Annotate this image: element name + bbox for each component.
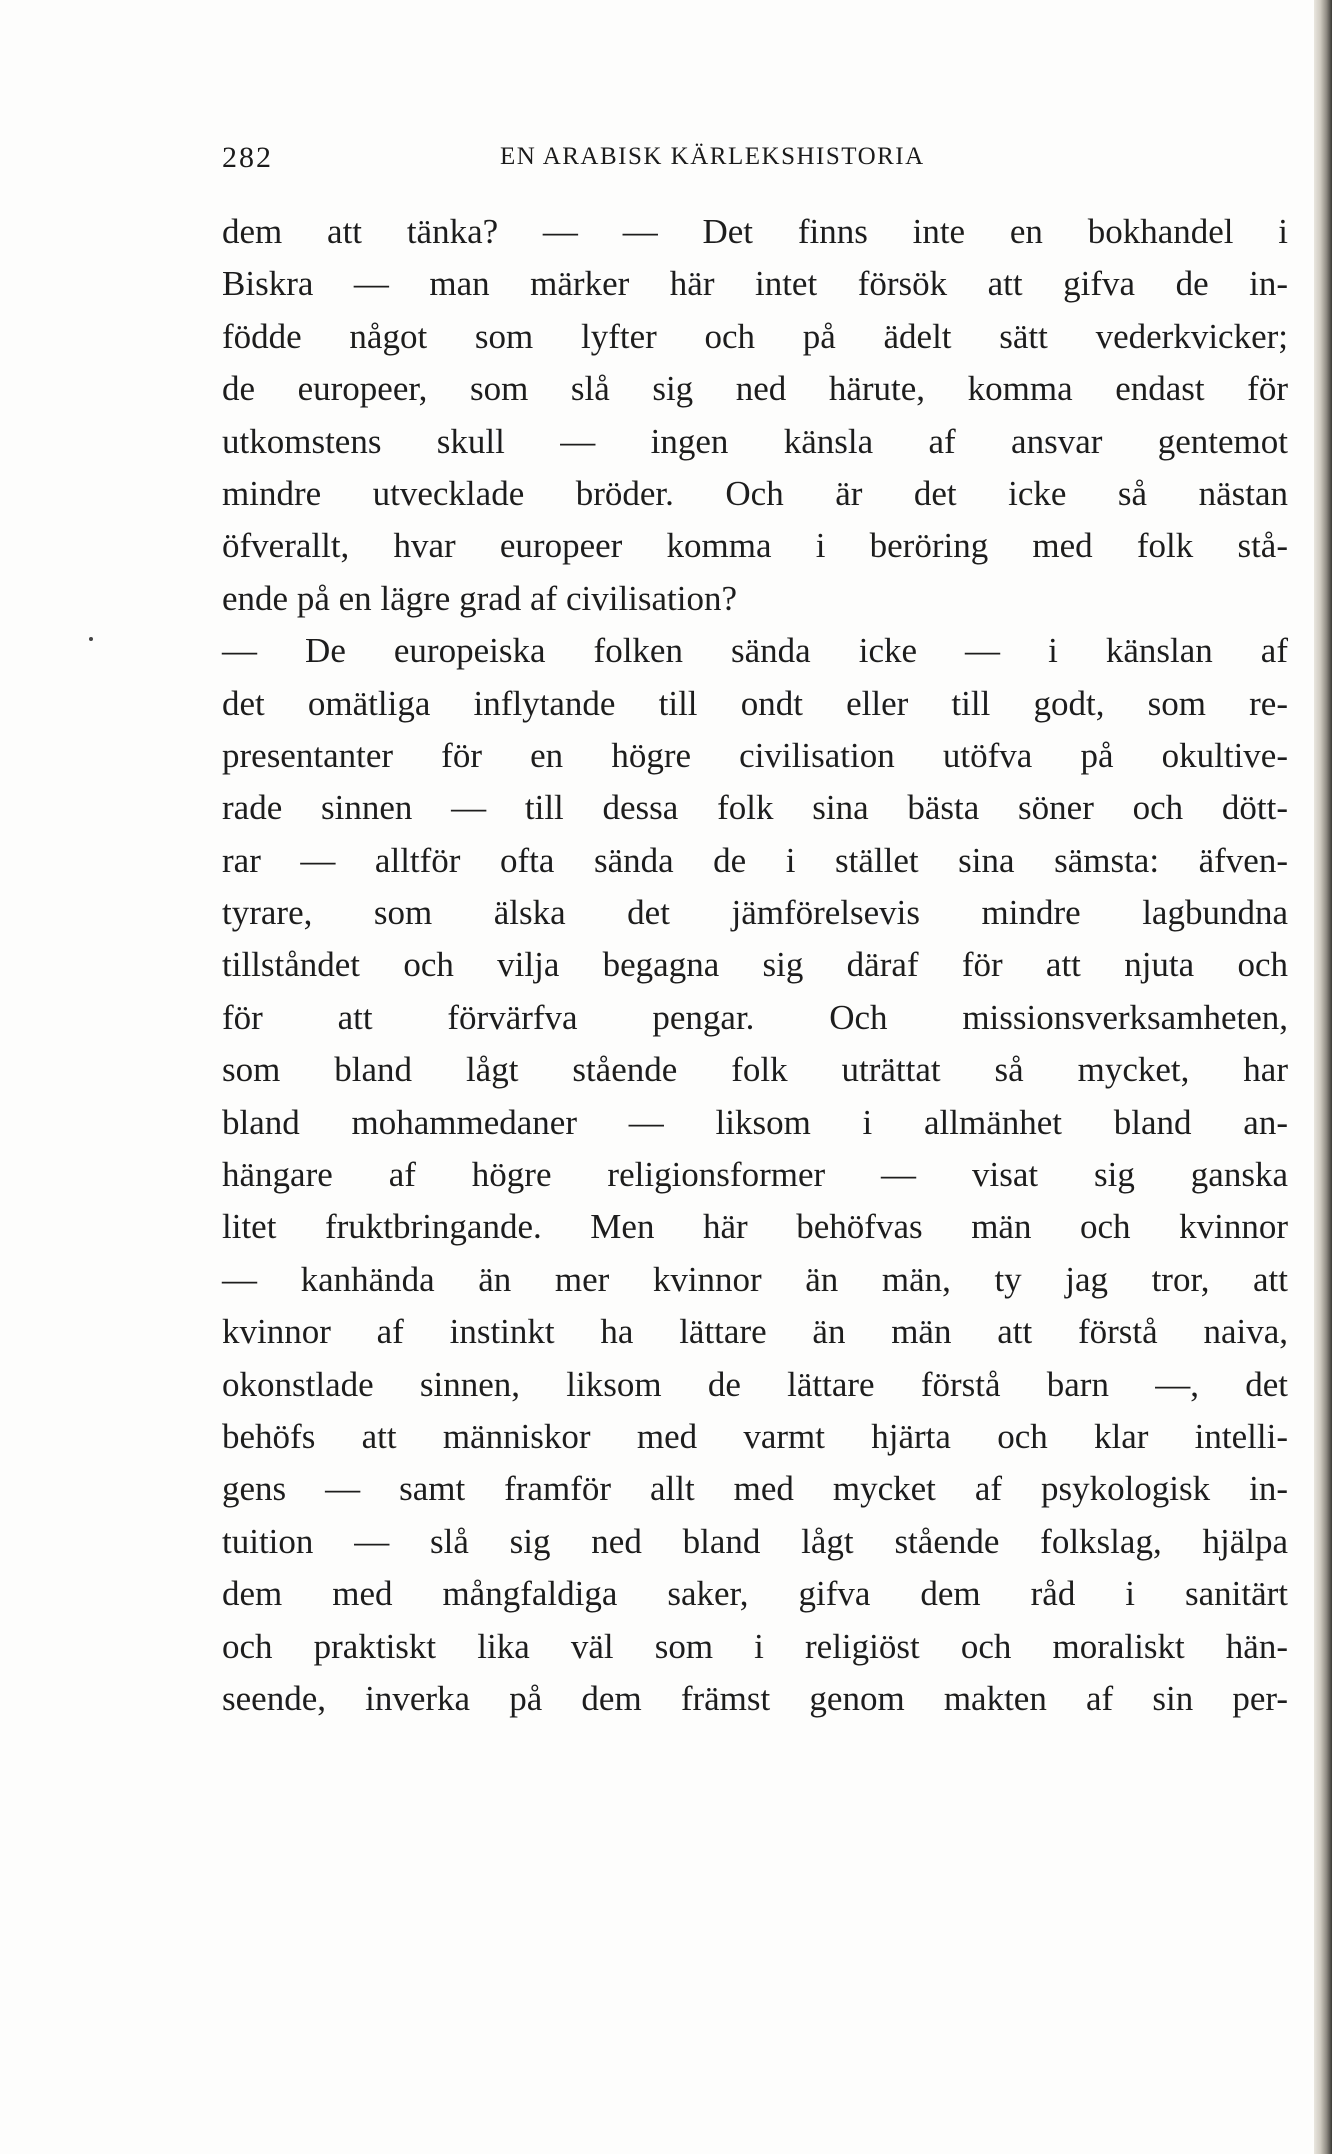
margin-speck xyxy=(89,637,93,641)
text-line: som bland lågt stående folk uträttat så mycket, har xyxy=(222,1050,1288,1090)
page-edge-shadow xyxy=(1314,0,1332,2154)
text-line: — kanhända än mer kvinnor än män, ty jag tror, att xyxy=(222,1259,1288,1299)
body-text xyxy=(222,206,1288,1725)
running-title: EN ARABISK KÄRLEKSHISTORIA xyxy=(500,143,925,170)
text-line: presentanter för en högre civilisation utöfva på okultive- xyxy=(222,735,1288,775)
text-line: tuition — slå sig ned bland lågt stående folkslag, hjälpa xyxy=(222,1521,1288,1561)
text-line: för att förvärfva pengar. Och missionsverksamheten, xyxy=(222,997,1288,1037)
text-line: hängare af högre religionsformer — visat sig ganska xyxy=(222,1155,1288,1195)
text-line: födde något som lyfter och på ädelt sätt vederkvicker; xyxy=(222,316,1288,356)
text-line: gens — samt framför allt med mycket af psykologisk in- xyxy=(222,1469,1288,1509)
text-line: utkomstens skull — ingen känsla af ansvar gentemot xyxy=(222,421,1288,461)
text-line: och praktiskt lika väl som i religiöst och moraliskt hän- xyxy=(222,1626,1288,1666)
text-line: det omätliga inflytande till ondt eller till godt, som re- xyxy=(222,683,1288,723)
text-line: tillståndet och vilja begagna sig däraf för att njuta och xyxy=(222,945,1288,985)
text-line: mindre utvecklade bröder. Och är det icke så nästan xyxy=(222,473,1288,513)
text-line: ende på en lägre grad af civilisation? xyxy=(222,578,738,618)
text-line: Biskra — man märker här intet försök att gifva de in- xyxy=(222,264,1288,304)
text-line: de europeer, som slå sig ned härute, komma endast för xyxy=(222,369,1288,409)
text-line: dem med mångfaldiga saker, gifva dem råd i sanitärt xyxy=(222,1574,1288,1614)
text-line: seende, inverka på dem främst genom makten af sin per- xyxy=(222,1678,1288,1718)
text-line: bland mohammedaner — liksom i allmänhet bland an- xyxy=(222,1102,1288,1142)
running-head xyxy=(222,141,1290,175)
text-line: okonstlade sinnen, liksom de lättare förstå barn —, det xyxy=(222,1364,1288,1404)
text-line: behöfs att människor med varmt hjärta och klar intelli- xyxy=(222,1416,1288,1456)
text-line: litet fruktbringande. Men här behöfvas män och kvinnor xyxy=(222,1207,1288,1247)
text-line: rade sinnen — till dessa folk sina bästa söner och dött- xyxy=(222,788,1288,828)
text-line: rar — alltför ofta sända de i stället sina sämsta: äfven- xyxy=(222,840,1288,880)
text-line: kvinnor af instinkt ha lättare än män att förstå naiva, xyxy=(222,1312,1288,1352)
text-line: — De europeiska folken sända icke — i känslan af xyxy=(222,631,1288,671)
text-line: tyrare, som älska det jämförelsevis mindre lagbundna xyxy=(222,893,1288,933)
text-line: dem att tänka? — — Det finns inte en bokhandel i xyxy=(222,212,1288,251)
page-number: 282 xyxy=(222,141,273,174)
text-line: öfverallt, hvar europeer komma i beröring med folk stå- xyxy=(222,526,1288,566)
